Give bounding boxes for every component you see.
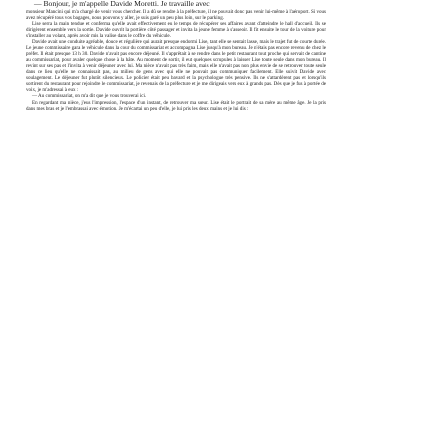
paragraph-4: — Au commissariat, on m'a dit que je vous trouverai ici. — [32, 93, 147, 100]
paragraph-2: Lise serra la main tendue et conferma qu'elle avait effectivement eu le temps de récupérer ses affaires avant d'atteindre le hall d'accueil. Ils se dirigèrent ensemble vers la sortie. Davide ouvrit la portière côté passager et invita la jeune femme à s'asseoir. Il fit ensuite le tour de la voiture pour s'installer au volant, après avoir mis la valise dans le coffre du véhicule. — [26, 20, 326, 39]
book-page — [26, 0, 326, 433]
paragraph-1: monsieur Mancini qui m'a chargé de venir vous chercher. Il a dû se rendre à la préfecture, il ne pouvait donc pas venir lui-même à l'aéroport. Si vous avez récupéré tous vos bagages, nous pouvons y aller, je suis garé un peu plus loin, sur le parking. — [26, 8, 326, 21]
paragraph-3: Davide avait une conduite agréable, douce et régulière qui aurait presque endormi Lise, tant elle se sentait lasse, mais le trajet fut de courte durée. Le jeune commissaire gara le véhicule dans la cour du commissariat et accompagna Lise jusqu'à mon bureau. Je n'étais pas encore revenu de chez le préfet. Il était presque 13 h 30. Davide n'avait pas encore déjeuné. Il s'apprêtait à se rendre dans le petit restaurant tout proche qui servait de cantine au commissariat, pour avaler quelque chose à la hâte. Au moment de sortir, il eut quelques scrupules à laisser Lise toute seule dans mon bureau. Il revint sur ses pas et l'invita à venir déjeuner avec lui. Ma nièce n'avait pas très faim, mais elle n'avait pas non plus envie de se retrouver toute seule dans ce lieu qu'elle ne connaissait pas, au milieu de gens avec qui elle ne pouvait pas communiquer facilement. Elle suivit Davide avec soulagement. Le déjeuner fut plutôt silencieux. Le policier était peu bavard et la psychologue très pensive. Ils ne s'attardèrent pas et lorsqu'ils sortirent du restaurant pour rejoindre le commissariat, je revenais de la préfecture et je me dirigeais vers eux à grands pas. Dès que je fus à portée de voix, je m'adressai à eux : — [26, 39, 326, 94]
paragraph-5: En regardant ma nièce, j'eus l'impression, l'espace d'un instant, de retrouver ma sœur. Lise était le portrait de sa mère au même âge. Je la pris dans mes bras et je l'embrassai avec émotion. Je m'écartai un peu d'elle, je lui pris les deux mains et je lui dis : — [26, 99, 326, 112]
opening-dialogue-line: — Bonjour, je m'appelle Davide Moretti. Je travaille avec — [34, 0, 210, 8]
